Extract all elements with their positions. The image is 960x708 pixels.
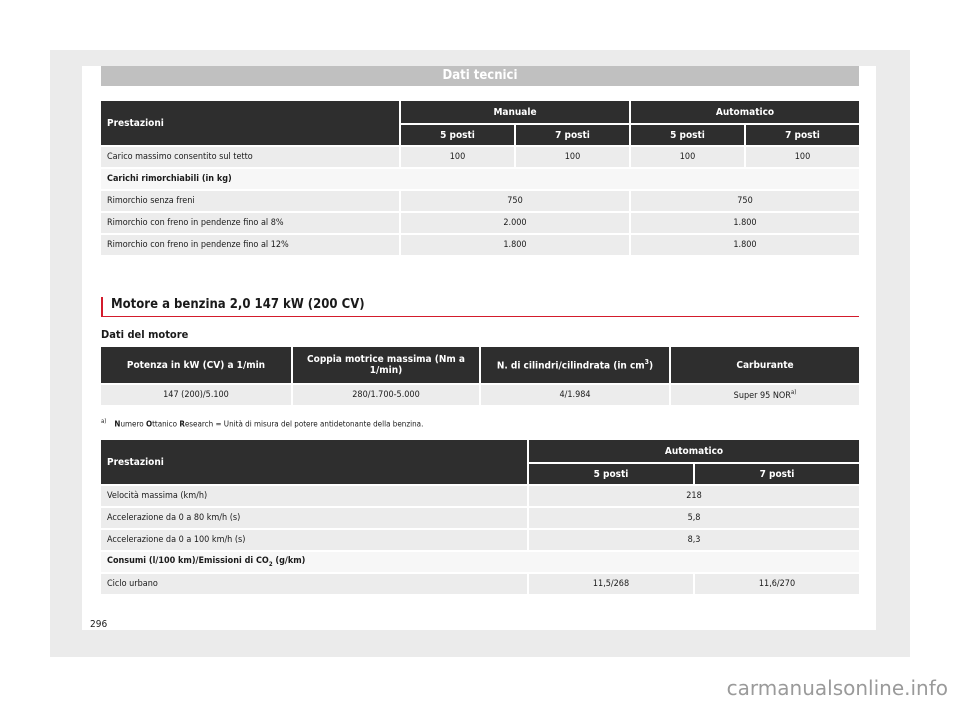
torque-header: Coppia motrice massima (Nm a 1/min): [293, 347, 479, 383]
fuel-header: Carburante: [671, 347, 859, 383]
table-row: [101, 574, 859, 594]
sub-header: 7 posti: [746, 125, 859, 145]
subheader-label: Consumi (l/100 km)/Emissioni di $CO_2$ (g/km): [101, 552, 859, 572]
row-label: Rimorchio con freno in pendenze fino al 8%: [101, 213, 399, 233]
table-subheader-row: [101, 552, 859, 572]
sub-header: 7 posti: [695, 464, 859, 484]
group-automatico-header: Automatico: [631, 101, 859, 123]
sub-header: 5 posti: [401, 125, 514, 145]
table-row: [101, 191, 859, 211]
cell-value: 218: [529, 486, 859, 506]
cylinders-value: 4/1.984: [481, 385, 669, 405]
footnote-ref: a): [790, 389, 797, 396]
row-label: Rimorchio senza freni: [101, 191, 399, 211]
subheader-label: Carichi rimorchiabili (in kg): [101, 169, 859, 189]
sub-header: 7 posti: [516, 125, 629, 145]
cell-value: 1.800: [631, 213, 859, 233]
footnote: $^{a)}$ Numero Ottanico Research = Unità di misura del potere antidetonante della benzina.: [101, 418, 424, 429]
cell-value: 1.800: [401, 235, 629, 255]
sub-header: 5 posti: [529, 464, 693, 484]
table-subheader-row: [101, 169, 859, 189]
cell-value: 1.800: [631, 235, 859, 255]
cell-value: 8,3: [529, 530, 859, 550]
table-row: [101, 530, 859, 550]
engine-data-table: [99, 345, 861, 407]
torque-value: 280/1.700-5.000: [293, 385, 479, 405]
table-row: [101, 235, 859, 255]
watermark: carmanualsonline.info: [726, 676, 948, 700]
row-label: Velocità massima (km/h): [101, 486, 527, 506]
power-header: Potenza in kW (CV) a 1/min: [101, 347, 291, 383]
group-automatico-header: Automatico: [529, 440, 859, 462]
cell-value: 100: [516, 147, 629, 167]
table-row: [101, 486, 859, 506]
cell-value: 100: [746, 147, 859, 167]
row-label: Rimorchio con freno in pendenze fino al 12%: [101, 235, 399, 255]
row-label: Carico massimo consentito sul tetto: [101, 147, 399, 167]
cylinders-header: N. di cilindri/cilindrata (in $cm^3$): [481, 347, 669, 383]
col-prestazioni-header: Prestazioni: [101, 101, 399, 145]
cell-value: 750: [401, 191, 629, 211]
table-row: [101, 508, 859, 528]
page-header: Dati tecnici: [101, 66, 859, 86]
fuel-value: Super 95 NOR$^{a)}$: [671, 385, 859, 405]
cell-value: 11,6/270: [695, 574, 859, 594]
footnote-mark: a): [101, 418, 107, 425]
row-label: Ciclo urbano: [101, 574, 527, 594]
col-prestazioni-header: Prestazioni: [101, 440, 527, 484]
performance-table-automatic: [99, 438, 861, 596]
section-title: Motore a benzina 2,0 147 kW (200 CV): [101, 297, 859, 317]
cell-value: 2.000: [401, 213, 629, 233]
performance-table: [99, 99, 861, 257]
cell-value: 100: [631, 147, 744, 167]
table-row: [101, 213, 859, 233]
page-number: 296: [90, 619, 108, 630]
cell-value: 11,5/268: [529, 574, 693, 594]
table-row: [101, 385, 859, 405]
row-label: Accelerazione da 0 a 100 km/h (s): [101, 530, 527, 550]
group-manuale-header: Manuale: [401, 101, 629, 123]
cell-value: 750: [631, 191, 859, 211]
sub-header: 5 posti: [631, 125, 744, 145]
engine-data-heading: Dati del motore: [101, 328, 189, 341]
table-row: [101, 147, 859, 167]
row-label: Accelerazione da 0 a 80 km/h (s): [101, 508, 527, 528]
power-value: 147 (200)/5.100: [101, 385, 291, 405]
cell-value: 5,8: [529, 508, 859, 528]
cell-value: 100: [401, 147, 514, 167]
